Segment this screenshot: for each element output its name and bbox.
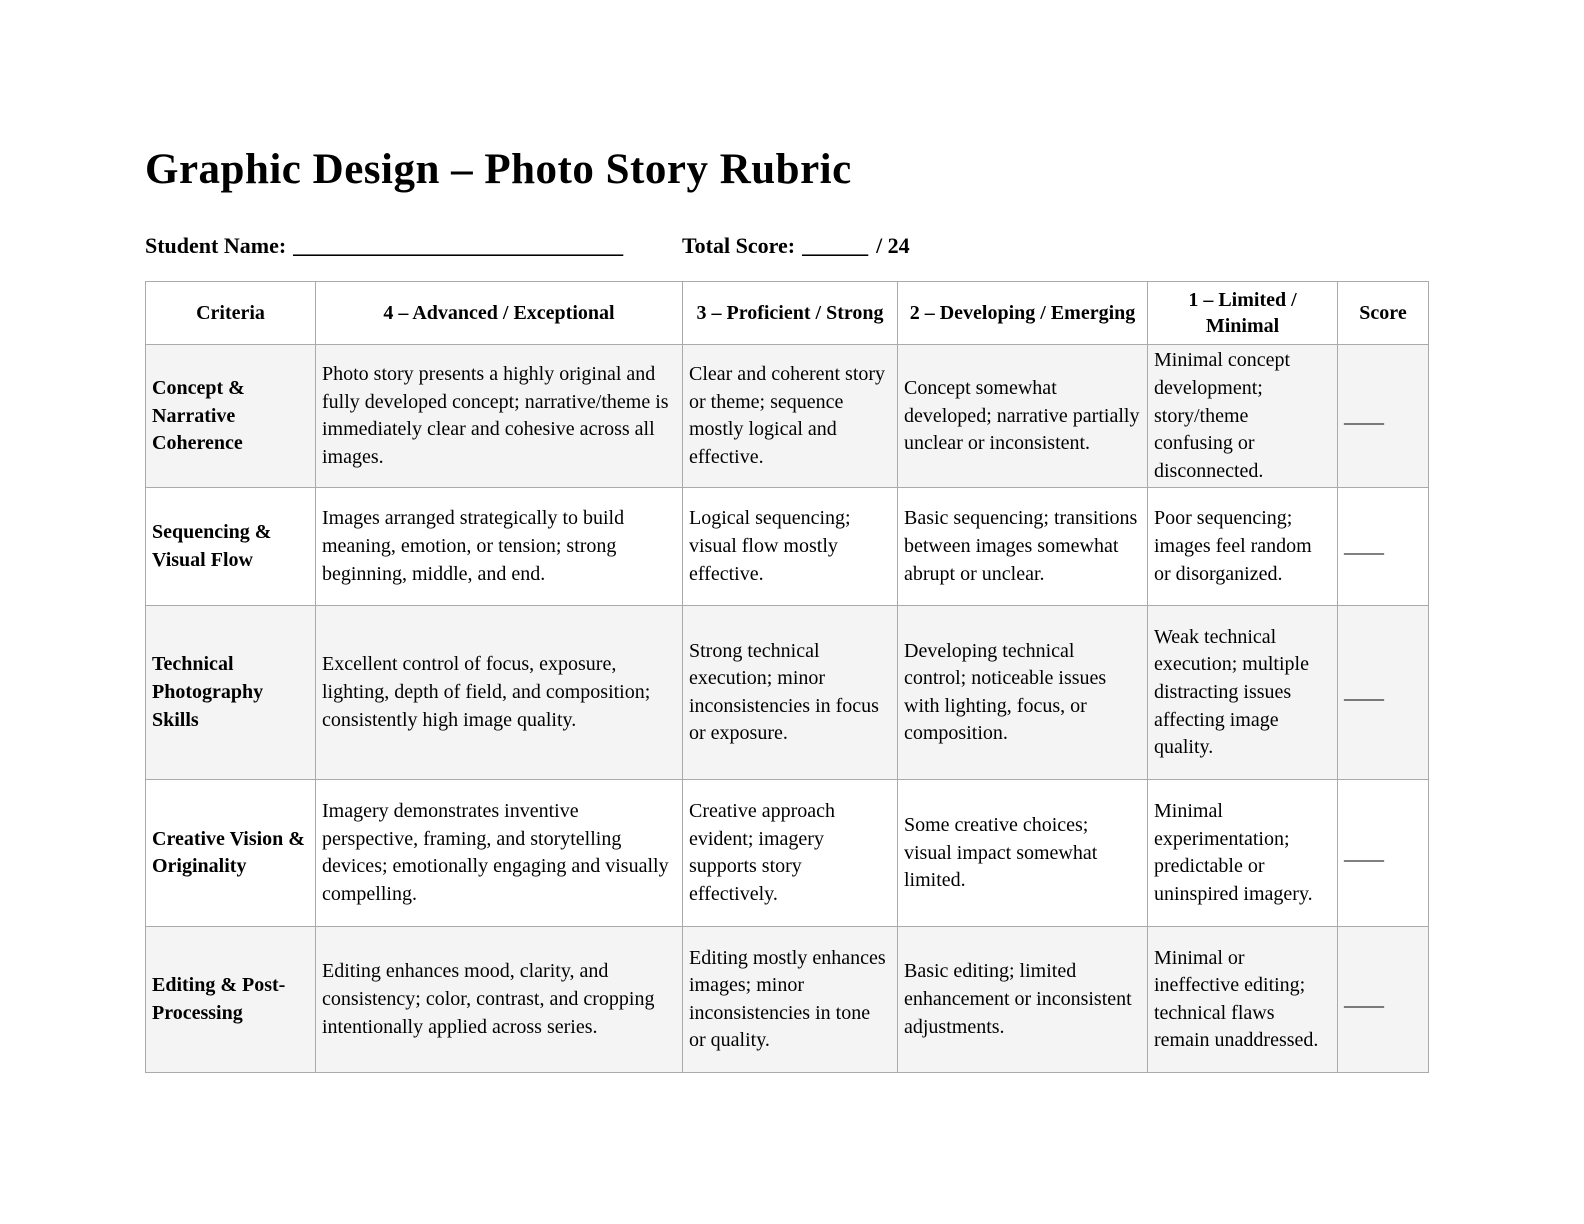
level-2-cell: Concept somewhat developed; narrative partially unclear or inconsistent.: [898, 345, 1148, 488]
level-2-cell: Basic sequencing; transitions between images somewhat abrupt or unclear.: [898, 488, 1148, 606]
rubric-table: [145, 281, 1429, 1073]
table-row-sequencing-flow: [146, 488, 1429, 606]
page-title: Graphic Design – Photo Story Rubric: [145, 146, 852, 193]
score-blank-line: ____: [1338, 345, 1429, 488]
rubric-table-body: [146, 345, 1429, 1073]
header-cell-limited: 1 – Limited / Minimal: [1148, 282, 1338, 345]
rubric-table-header: [146, 282, 1429, 345]
total-score-label: Total Score:: [682, 233, 796, 259]
table-row-concept-narrative: [146, 345, 1429, 488]
header-cell-developing: 2 – Developing / Emerging: [898, 282, 1148, 345]
level-3-cell: Clear and coherent story or theme; sequence mostly logical and effective.: [683, 345, 898, 488]
total-score-blank-line: ______: [802, 233, 869, 259]
header-cell-criteria: Criteria: [146, 282, 316, 345]
level-2-cell: Developing technical control; noticeable issues with lighting, focus, or composition.: [898, 606, 1148, 780]
student-name-blank-line: ______________________________: [293, 233, 624, 259]
total-score-max: / 24: [876, 233, 910, 259]
level-4-cell: Editing enhances mood, clarity, and consistency; color, contrast, and cropping intentionally applied across series.: [316, 927, 683, 1073]
criteria-label: Creative Vision & Originality: [146, 780, 316, 927]
level-3-cell: Creative approach evident; imagery supports story effectively.: [683, 780, 898, 927]
level-1-cell: Weak technical execution; multiple distracting issues affecting image quality.: [1148, 606, 1338, 780]
header-cell-proficient: 3 – Proficient / Strong: [683, 282, 898, 345]
meta-row: [145, 233, 1428, 259]
student-name-label: Student Name:: [145, 233, 287, 259]
level-1-cell: Poor sequencing; images feel random or disorganized.: [1148, 488, 1338, 606]
level-1-cell: Minimal concept development; story/theme confusing or disconnected.: [1148, 345, 1338, 488]
score-blank-line: ____: [1338, 927, 1429, 1073]
table-row-editing-postprocessing: [146, 927, 1429, 1073]
level-1-cell: Minimal experimentation; predictable or uninspired imagery.: [1148, 780, 1338, 927]
table-row-creative-vision: [146, 780, 1429, 927]
level-3-cell: Strong technical execution; minor inconsistencies in focus or exposure.: [683, 606, 898, 780]
level-3-cell: Editing mostly enhances images; minor inconsistencies in tone or quality.: [683, 927, 898, 1073]
level-1-cell: Minimal or ineffective editing; technical flaws remain unaddressed.: [1148, 927, 1338, 1073]
header-row: [146, 282, 1429, 345]
level-4-cell: Imagery demonstrates inventive perspective, framing, and storytelling devices; emotionally engaging and visually compelling.: [316, 780, 683, 927]
criteria-label: Editing & Post-Processing: [146, 927, 316, 1073]
document-content: [145, 146, 1428, 1073]
criteria-label: Technical Photography Skills: [146, 606, 316, 780]
level-2-cell: Some creative choices; visual impact somewhat limited.: [898, 780, 1148, 927]
criteria-label: Concept & Narrative Coherence: [146, 345, 316, 488]
level-4-cell: Excellent control of focus, exposure, lighting, depth of field, and composition; consistently high image quality.: [316, 606, 683, 780]
level-4-cell: Images arranged strategically to build meaning, emotion, or tension; strong beginning, middle, and end.: [316, 488, 683, 606]
header-cell-advanced: 4 – Advanced / Exceptional: [316, 282, 683, 345]
score-blank-line: ____: [1338, 606, 1429, 780]
level-4-cell: Photo story presents a highly original and fully developed concept; narrative/theme is immediately clear and cohesive across all images.: [316, 345, 683, 488]
header-cell-score: Score: [1338, 282, 1429, 345]
score-blank-line: ____: [1338, 780, 1429, 927]
criteria-label: Sequencing & Visual Flow: [146, 488, 316, 606]
score-blank-line: ____: [1338, 488, 1429, 606]
level-3-cell: Logical sequencing; visual flow mostly effective.: [683, 488, 898, 606]
total-score-group: [682, 233, 910, 259]
level-2-cell: Basic editing; limited enhancement or inconsistent adjustments.: [898, 927, 1148, 1073]
table-row-technical-skills: [146, 606, 1429, 780]
student-name-group: [145, 233, 682, 259]
